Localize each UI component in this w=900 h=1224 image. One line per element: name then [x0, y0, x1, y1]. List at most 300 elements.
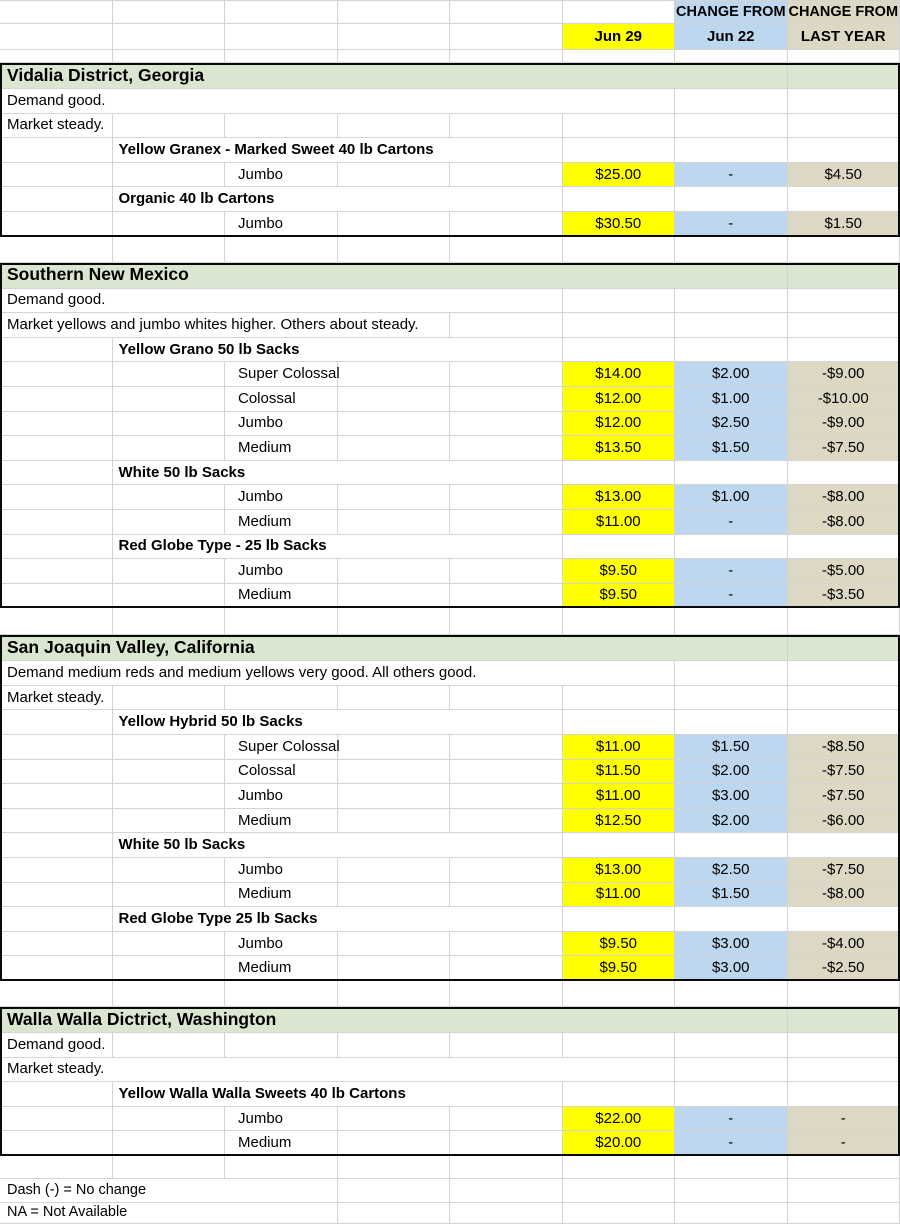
price-current-cell: $14.00: [563, 362, 676, 387]
grid-cell: [338, 956, 451, 981]
grid-cell: [113, 1107, 226, 1132]
grid-cell: [450, 1033, 563, 1058]
grid-cell: [0, 510, 113, 535]
footnote-na: NA = Not Available: [0, 1203, 338, 1224]
grid-cell: [0, 412, 113, 437]
grid-cell: [450, 362, 563, 387]
grid-cell: [788, 981, 900, 1007]
price-year-change-cell: -$6.00: [788, 809, 900, 834]
current-date-header: Jun 29: [563, 24, 676, 50]
grid-cell: [675, 1203, 788, 1224]
grid-cell: [450, 212, 563, 237]
grid-cell: [338, 1033, 451, 1058]
grid-cell: [113, 559, 226, 584]
footnote-row: [0, 1203, 900, 1224]
date-header-row: [0, 24, 900, 50]
grid-cell: [675, 313, 788, 338]
price-year-change-cell: -$8.00: [788, 485, 900, 510]
grid-cell: [450, 809, 563, 834]
price-row: [0, 1107, 900, 1132]
grid-cell: [338, 760, 451, 785]
grid-cell: [0, 1131, 113, 1156]
grid-cell: [113, 981, 226, 1007]
comment-cell: Market steady.: [0, 114, 113, 139]
grid-cell: [0, 956, 113, 981]
price-row: [0, 584, 900, 609]
size-cell: Medium: [225, 809, 338, 834]
grid-cell: [450, 313, 563, 338]
section: [0, 263, 900, 609]
price-week-change-cell: $1.50: [675, 436, 788, 461]
category-cell: Yellow Grano 50 lb Sacks: [113, 338, 563, 363]
price-year-change-cell: -$7.50: [788, 436, 900, 461]
section-title-spill: [788, 263, 900, 289]
comment-cell: Market yellows and jumbo whites higher. Others about steady.: [0, 313, 450, 338]
category-row: [0, 138, 900, 163]
size-cell: Medium: [225, 436, 338, 461]
grid-cell: [338, 735, 451, 760]
section-title: San Joaquin Valley, California: [0, 635, 788, 661]
price-current-cell: $30.50: [563, 212, 676, 237]
grid-cell: [113, 436, 226, 461]
grid-cell: [338, 981, 451, 1007]
grid-cell: [450, 237, 563, 263]
grid-cell: [338, 932, 451, 957]
category-cell: White 50 lb Sacks: [113, 461, 563, 486]
grid-cell: [788, 50, 900, 63]
price-week-change-cell: $1.50: [675, 883, 788, 908]
grid-cell: [450, 559, 563, 584]
comment-row: [0, 686, 900, 711]
price-current-cell: $11.50: [563, 760, 676, 785]
price-year-change-cell: -$10.00: [788, 387, 900, 412]
grid-cell: [0, 907, 113, 932]
price-current-cell: $9.50: [563, 584, 676, 609]
spacer-row: [0, 50, 900, 63]
grid-cell: [788, 661, 900, 686]
grid-cell: [675, 661, 788, 686]
price-current-cell: $11.00: [563, 883, 676, 908]
price-year-change-cell: -$3.50: [788, 584, 900, 609]
price-week-change-cell: -: [675, 212, 788, 237]
grid-cell: [0, 362, 113, 387]
grid-cell: [450, 163, 563, 188]
grid-cell: [225, 686, 338, 711]
grid-cell: [675, 907, 788, 932]
grid-cell: [450, 510, 563, 535]
category-cell: Yellow Walla Walla Sweets 40 lb Cartons: [113, 1082, 563, 1107]
size-cell: Jumbo: [225, 412, 338, 437]
price-row: [0, 760, 900, 785]
price-current-cell: $13.50: [563, 436, 676, 461]
grid-cell: [450, 24, 563, 50]
price-row: [0, 883, 900, 908]
price-current-cell: $20.00: [563, 1131, 676, 1156]
grid-cell: [0, 858, 113, 883]
grid-cell: [450, 1179, 563, 1203]
grid-cell: [0, 760, 113, 785]
price-row: [0, 559, 900, 584]
price-week-change-cell: -: [675, 1131, 788, 1156]
price-current-cell: $11.00: [563, 784, 676, 809]
grid-cell: [450, 686, 563, 711]
section-title-row: [0, 263, 900, 289]
grid-cell: [0, 338, 113, 363]
price-week-change-cell: $3.00: [675, 932, 788, 957]
price-week-change-cell: -: [675, 1107, 788, 1132]
grid-cell: [0, 559, 113, 584]
price-week-change-cell: $2.00: [675, 362, 788, 387]
grid-cell: [338, 436, 451, 461]
grid-cell: [0, 387, 113, 412]
grid-cell: [450, 485, 563, 510]
grid-cell: [450, 735, 563, 760]
grid-cell: [113, 362, 226, 387]
grid-cell: [338, 1131, 451, 1156]
grid-cell: [788, 907, 900, 932]
grid-cell: [563, 1179, 676, 1203]
grid-cell: [675, 338, 788, 363]
comment-cell: Demand good.: [0, 289, 563, 314]
grid-cell: [788, 138, 900, 163]
grid-cell: [338, 584, 451, 609]
grid-cell: [788, 114, 900, 139]
grid-cell: [113, 608, 226, 635]
category-row: [0, 461, 900, 486]
grid-cell: [0, 809, 113, 834]
grid-cell: [0, 187, 113, 212]
grid-cell: [0, 1082, 113, 1107]
grid-cell: [113, 1156, 226, 1179]
grid-cell: [675, 89, 788, 114]
grid-cell: [563, 686, 676, 711]
grid-cell: [450, 608, 563, 635]
grid-cell: [675, 50, 788, 63]
grid-cell: [788, 1082, 900, 1107]
grid-cell: [338, 412, 451, 437]
price-row: [0, 436, 900, 461]
grid-cell: [0, 461, 113, 486]
previous-date-header: Jun 22: [675, 24, 788, 50]
grid-cell: [788, 338, 900, 363]
price-current-cell: $13.00: [563, 858, 676, 883]
section-title-row: [0, 63, 900, 89]
grid-cell: [788, 535, 900, 560]
grid-cell: [225, 24, 338, 50]
footnote-dash: Dash (-) = No change: [0, 1179, 338, 1203]
price-year-change-cell: -$9.00: [788, 362, 900, 387]
grid-cell: [563, 1082, 676, 1107]
grid-cell: [563, 289, 676, 314]
grid-cell: [788, 461, 900, 486]
grid-cell: [675, 1033, 788, 1058]
grid-cell: [675, 686, 788, 711]
size-cell: Colossal: [225, 760, 338, 785]
change-from-week-header: CHANGE FROM: [675, 0, 788, 24]
grid-cell: [675, 981, 788, 1007]
grid-cell: [338, 485, 451, 510]
grid-cell: [563, 313, 676, 338]
grid-cell: [338, 784, 451, 809]
grid-cell: [113, 932, 226, 957]
grid-cell: [0, 932, 113, 957]
price-week-change-cell: $1.00: [675, 387, 788, 412]
price-row: [0, 858, 900, 883]
grid-cell: [113, 212, 226, 237]
price-current-cell: $9.50: [563, 956, 676, 981]
size-cell: Jumbo: [225, 784, 338, 809]
grid-cell: [450, 1131, 563, 1156]
grid-cell: [0, 608, 113, 635]
grid-cell: [0, 138, 113, 163]
price-row: [0, 1131, 900, 1156]
grid-cell: [0, 535, 113, 560]
grid-cell: [0, 1156, 113, 1179]
price-current-cell: $9.50: [563, 932, 676, 957]
price-row: [0, 932, 900, 957]
grid-cell: [338, 114, 451, 139]
grid-cell: [450, 412, 563, 437]
grid-cell: [788, 608, 900, 635]
grid-cell: [563, 1033, 676, 1058]
grid-cell: [788, 1058, 900, 1083]
price-current-cell: $25.00: [563, 163, 676, 188]
comment-cell: Demand good.: [0, 1033, 113, 1058]
last-year-header: LAST YEAR: [788, 24, 900, 50]
section-title-spill: [788, 1007, 900, 1033]
grid-cell: [225, 0, 338, 24]
grid-cell: [675, 237, 788, 263]
spacer-row: [0, 1156, 900, 1179]
grid-cell: [450, 932, 563, 957]
grid-cell: [0, 212, 113, 237]
price-current-cell: $12.50: [563, 809, 676, 834]
grid-cell: [338, 212, 451, 237]
grid-cell: [225, 981, 338, 1007]
comment-cell: Market steady.: [0, 1058, 675, 1083]
grid-cell: [563, 710, 676, 735]
grid-cell: [113, 858, 226, 883]
grid-cell: [338, 559, 451, 584]
section-title-row: [0, 635, 900, 661]
price-year-change-cell: -$8.50: [788, 735, 900, 760]
grid-cell: [0, 735, 113, 760]
grid-cell: [338, 163, 451, 188]
grid-cell: [113, 686, 226, 711]
grid-cell: [450, 784, 563, 809]
grid-cell: [0, 981, 113, 1007]
size-cell: Jumbo: [225, 559, 338, 584]
grid-cell: [113, 883, 226, 908]
footnote-row: [0, 1179, 900, 1203]
price-current-cell: $9.50: [563, 559, 676, 584]
price-week-change-cell: -: [675, 163, 788, 188]
grid-cell: [0, 237, 113, 263]
price-year-change-cell: -$7.50: [788, 760, 900, 785]
grid-cell: [450, 883, 563, 908]
size-cell: Super Colossal: [225, 735, 338, 760]
size-cell: Medium: [225, 510, 338, 535]
grid-cell: [563, 461, 676, 486]
grid-cell: [338, 362, 451, 387]
price-year-change-cell: -$8.00: [788, 883, 900, 908]
grid-cell: [675, 114, 788, 139]
grid-cell: [450, 981, 563, 1007]
category-row: [0, 1082, 900, 1107]
grid-cell: [113, 24, 226, 50]
price-row: [0, 735, 900, 760]
spacer-row: [0, 237, 900, 263]
price-year-change-cell: $4.50: [788, 163, 900, 188]
grid-cell: [788, 833, 900, 858]
grid-cell: [0, 50, 113, 63]
grid-cell: [675, 1179, 788, 1203]
price-year-change-cell: -: [788, 1107, 900, 1132]
grid-cell: [675, 1058, 788, 1083]
grid-cell: [450, 858, 563, 883]
size-cell: Super Colossal: [225, 362, 338, 387]
category-row: [0, 535, 900, 560]
grid-cell: [788, 1179, 900, 1203]
price-year-change-cell: -$4.00: [788, 932, 900, 957]
grid-cell: [0, 784, 113, 809]
grid-cell: [113, 0, 226, 24]
size-cell: Medium: [225, 883, 338, 908]
grid-cell: [675, 461, 788, 486]
price-row: [0, 510, 900, 535]
grid-cell: [225, 114, 338, 139]
grid-cell: [113, 784, 226, 809]
grid-cell: [113, 809, 226, 834]
size-cell: Colossal: [225, 387, 338, 412]
section: [0, 63, 900, 237]
section-title: Southern New Mexico: [0, 263, 788, 289]
category-cell: Red Globe Type 25 lb Sacks: [113, 907, 563, 932]
grid-cell: [113, 412, 226, 437]
price-year-change-cell: -$7.50: [788, 858, 900, 883]
grid-cell: [338, 883, 451, 908]
price-row: [0, 956, 900, 981]
comment-cell: Market steady.: [0, 686, 113, 711]
size-cell: Jumbo: [225, 932, 338, 957]
size-cell: Jumbo: [225, 212, 338, 237]
grid-cell: [563, 114, 676, 139]
grid-cell: [113, 584, 226, 609]
grid-cell: [563, 237, 676, 263]
price-year-change-cell: -$8.00: [788, 510, 900, 535]
comment-row: [0, 114, 900, 139]
grid-cell: [788, 1033, 900, 1058]
grid-cell: [450, 50, 563, 63]
grid-cell: [0, 485, 113, 510]
grid-cell: [450, 584, 563, 609]
spacer-row: [0, 608, 900, 635]
grid-cell: [338, 1156, 451, 1179]
grid-cell: [788, 710, 900, 735]
price-row: [0, 163, 900, 188]
grid-cell: [450, 1156, 563, 1179]
comment-cell: Demand medium reds and medium yellows very good. All others good.: [0, 661, 675, 686]
price-current-cell: $12.00: [563, 412, 676, 437]
grid-cell: [0, 163, 113, 188]
section-title-row: [0, 1007, 900, 1033]
price-week-change-cell: $2.00: [675, 760, 788, 785]
price-year-change-cell: -: [788, 1131, 900, 1156]
grid-cell: [563, 608, 676, 635]
category-cell: Red Globe Type - 25 lb Sacks: [113, 535, 563, 560]
grid-cell: [338, 858, 451, 883]
grid-cell: [450, 0, 563, 24]
price-week-change-cell: $2.00: [675, 809, 788, 834]
price-year-change-cell: $1.50: [788, 212, 900, 237]
grid-cell: [113, 50, 226, 63]
price-current-cell: $11.00: [563, 510, 676, 535]
category-row: [0, 710, 900, 735]
grid-cell: [675, 1156, 788, 1179]
category-cell: White 50 lb Sacks: [113, 833, 563, 858]
grid-cell: [0, 1107, 113, 1132]
grid-cell: [338, 1179, 451, 1203]
grid-cell: [563, 535, 676, 560]
grid-cell: [788, 1203, 900, 1224]
category-row: [0, 338, 900, 363]
grid-cell: [338, 1107, 451, 1132]
price-week-change-cell: $1.50: [675, 735, 788, 760]
grid-cell: [563, 1156, 676, 1179]
section-title-spill: [788, 635, 900, 661]
price-row: [0, 784, 900, 809]
grid-cell: [338, 237, 451, 263]
section-title-spill: [788, 63, 900, 89]
comment-row: [0, 1058, 900, 1083]
grid-cell: [113, 237, 226, 263]
grid-cell: [450, 114, 563, 139]
comment-row: [0, 289, 900, 314]
grid-cell: [113, 485, 226, 510]
grid-cell: [113, 1131, 226, 1156]
price-row: [0, 412, 900, 437]
size-cell: Medium: [225, 1131, 338, 1156]
grid-cell: [788, 289, 900, 314]
grid-cell: [225, 1033, 338, 1058]
grid-cell: [675, 289, 788, 314]
price-week-change-cell: -: [675, 559, 788, 584]
grid-cell: [225, 50, 338, 63]
price-current-cell: $22.00: [563, 1107, 676, 1132]
price-current-cell: $11.00: [563, 735, 676, 760]
category-cell: Organic 40 lb Cartons: [113, 187, 563, 212]
price-current-cell: $13.00: [563, 485, 676, 510]
change-from-year-header: CHANGE FROM: [788, 0, 900, 24]
grid-cell: [563, 0, 676, 24]
comment-cell: Demand good.: [0, 89, 675, 114]
grid-cell: [225, 1156, 338, 1179]
section-title: Walla Walla Dictrict, Washington: [0, 1007, 788, 1033]
grid-cell: [113, 1033, 226, 1058]
section: [0, 635, 900, 981]
grid-cell: [0, 710, 113, 735]
size-cell: Jumbo: [225, 485, 338, 510]
grid-cell: [675, 608, 788, 635]
grid-cell: [675, 710, 788, 735]
size-cell: Jumbo: [225, 163, 338, 188]
column-header-row: [0, 0, 900, 24]
price-row: [0, 387, 900, 412]
grid-cell: [338, 0, 451, 24]
grid-cell: [450, 436, 563, 461]
price-row: [0, 362, 900, 387]
grid-cell: [338, 686, 451, 711]
